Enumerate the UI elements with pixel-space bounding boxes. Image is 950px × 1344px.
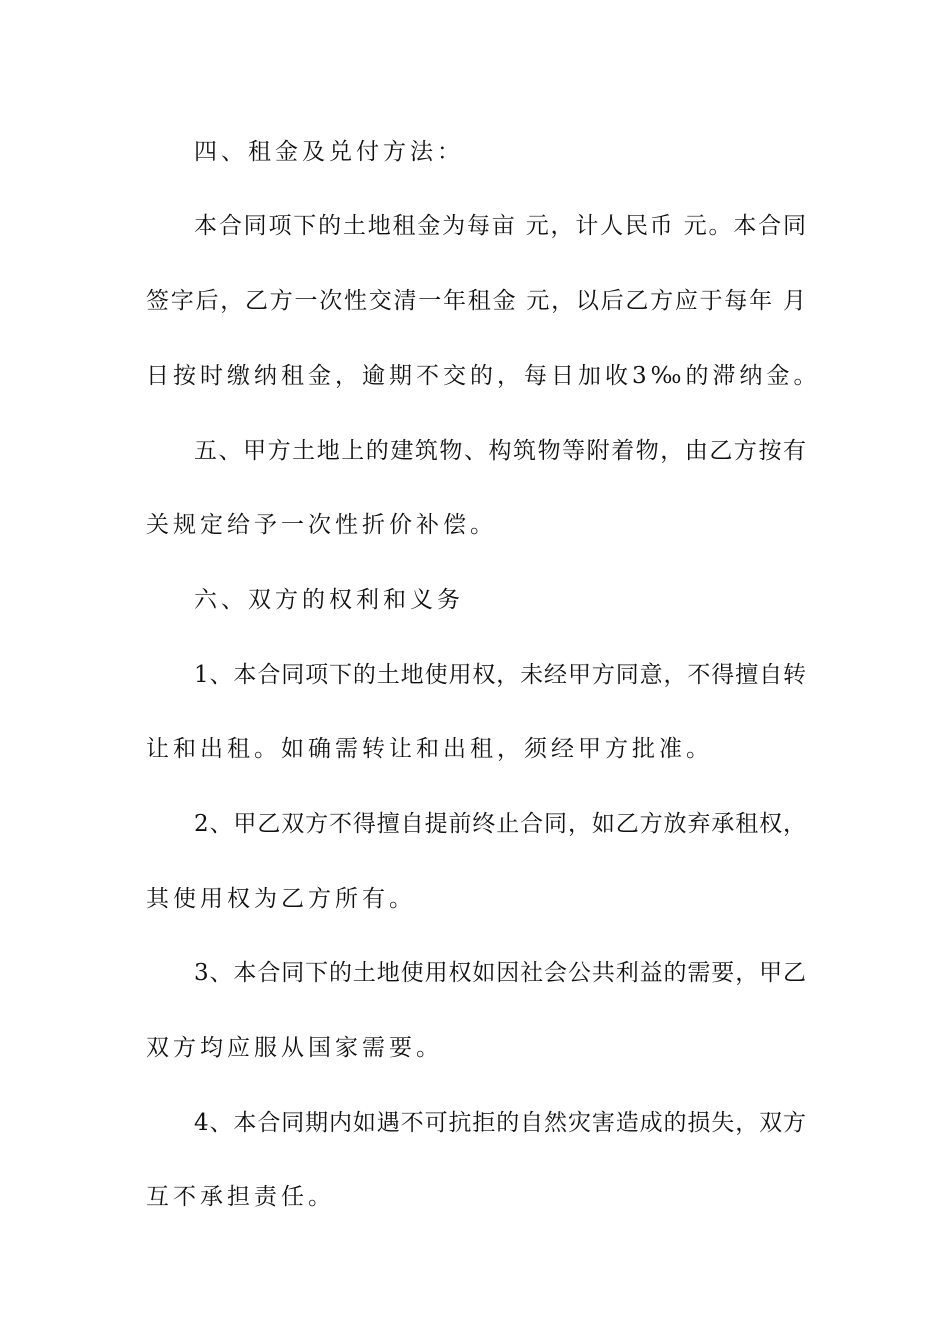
clause-4-line: 4、本合同期内如遇不可抗拒的自然灾害造成的损失，双方 [194, 1110, 806, 1136]
paragraph-line: 关规定给予一次性折价补偿。 [146, 512, 497, 538]
section-heading-rights: 六、双方的权利和义务 [194, 587, 464, 613]
section-heading-attachments: 五、甲方土地上的建筑物、构筑物等附着物，由乙方按有 [194, 438, 806, 464]
section-heading-rent: 四、租金及兑付方法： [194, 139, 464, 165]
clause-1-line: 让和出租。如确需转让和出租，须经甲方批准。 [146, 736, 713, 762]
paragraph-line: 签字后，乙方一次性交清一年租金 元，以后乙方应于每年 月 [146, 288, 806, 314]
clause-1-line: 1、本合同项下的土地使用权，未经甲方同意，不得擅自转 [194, 662, 806, 688]
paragraph-line: 本合同项下的土地租金为每亩 元，计人民币 元。本合同 [194, 213, 806, 239]
clause-2-line: 其使用权为乙方所有。 [146, 886, 416, 912]
clause-3-line: 3、本合同下的土地使用权如因社会公共利益的需要，甲乙 [194, 960, 806, 986]
clause-2-line: 2、甲乙双方不得擅自提前终止合同，如乙方放弃承租权， [194, 811, 806, 837]
paragraph-line: 日按时缴纳租金，逾期不交的，每日加收3‰的滞纳金。 [146, 363, 821, 389]
clause-4-line: 互不承担责任。 [146, 1184, 335, 1210]
clause-3-line: 双方均应服从国家需要。 [146, 1035, 443, 1061]
